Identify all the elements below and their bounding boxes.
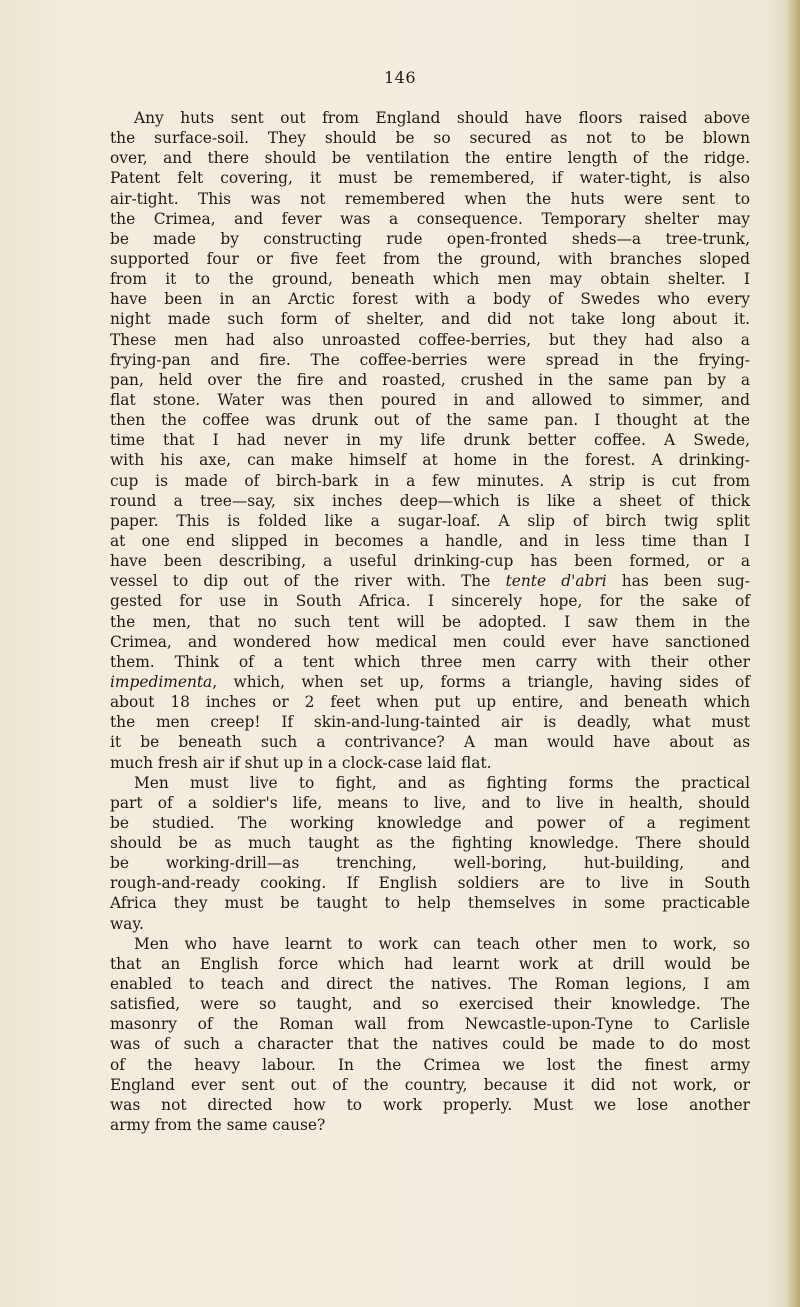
text-line: be working-drill—as trenching, well-boring, hut-building, and <box>110 854 750 873</box>
italic-phrase: impedimenta <box>110 672 213 691</box>
text-line: air-tight. This was not remembered when the huts were sent to <box>110 189 750 208</box>
text-line: it be beneath such a contrivance? A man would have about as <box>110 733 750 752</box>
text-line: England ever sent out of the country, because it did not work, or <box>110 1075 750 1094</box>
text-line: gested for use in South Africa. I sincerely hope, for the sake of <box>110 592 750 611</box>
text-line: army from the same cause? <box>110 1116 326 1135</box>
text-line: should be as much taught as the fighting knowledge. There should <box>110 834 750 853</box>
text-line: the men creep! If skin-and-lung-tainted air is deadly, what must <box>110 713 750 732</box>
text-line: the Crimea, and fever was a consequence. Temporary shelter may <box>110 209 750 228</box>
text-line: about 18 inches or 2 feet when put up entire, and beneath which <box>110 693 750 712</box>
text-line: Africa they must be taught to help themselves in some practicable <box>110 894 750 913</box>
text-line: Men must live to fight, and as fighting forms the practical <box>134 773 750 792</box>
text-line: Men who have learnt to work can teach other men to work, so <box>134 934 750 953</box>
text-line: them. Think of a tent which three men carry with their other <box>110 652 750 671</box>
text-line: rough-and-ready cooking. If English soldiers are to live in South <box>110 874 750 893</box>
page-edge-shading <box>786 0 800 1307</box>
text-line: frying-pan and fire. The coffee-berries were spread in the frying- <box>110 350 750 369</box>
text-line: round a tree—say, six inches deep—which is like a sheet of thick <box>110 491 750 510</box>
text-line: was not directed how to work properly. Must we lose another <box>110 1095 750 1114</box>
text-line: flat stone. Water was then poured in and allowed to simmer, and <box>110 390 750 409</box>
page-number: 146 <box>383 68 417 87</box>
text-line: enabled to teach and direct the natives. The Roman legions, I am <box>110 975 750 994</box>
text-line: was of such a character that the natives could be made to do most <box>110 1035 750 1054</box>
text-line: be studied. The working knowledge and power of a regiment <box>110 813 750 832</box>
text-line: part of a soldier's life, means to live, and to live in health, should <box>110 793 750 812</box>
text-line: over, and there should be ventilation the entire length of the ridge. <box>110 149 750 168</box>
text-line: Patent felt covering, it must be remembered, if water-tight, is also <box>110 169 750 188</box>
text-line: Any huts sent out from England should have floors raised above <box>134 109 750 127</box>
text-line: at one end slipped in becomes a handle, and in less time than I <box>110 531 750 550</box>
text-line: Crimea, and wondered how medical men could ever have sanctioned <box>110 632 750 651</box>
text-line: impedimenta, which, when set up, forms a triangle, having sides of <box>110 672 750 691</box>
text-line: the men, that no such tent will be adopted. I saw them in the <box>110 612 750 631</box>
text-line: vessel to dip out of the river with. The tente d'abri has been sug- <box>110 572 750 591</box>
text-line: from it to the ground, beneath which men may obtain shelter. I <box>110 270 750 289</box>
text-line: then the coffee was drunk out of the same pan. I thought at the <box>110 411 750 430</box>
text-line: satisfied, were so taught, and so exercised their knowledge. The <box>110 995 750 1014</box>
italic-phrase: tente d'abri <box>505 572 607 591</box>
text-line: much fresh air if shut up in a clock-case laid flat. <box>110 753 492 772</box>
text-line: masonry of the Roman wall from Newcastle-upon-Tyne to Carlisle <box>110 1015 750 1034</box>
text-line: have been describing, a useful drinking-cup has been formed, or a <box>110 552 750 571</box>
text-line: These men had also unroasted coffee-berries, but they had also a <box>110 330 750 349</box>
text-line: with his axe, can make himself at home in the forest. A drinking- <box>110 451 750 470</box>
text-line: be made by constructing rude open-fronted sheds—a tree-trunk, <box>110 229 750 248</box>
text-line: the surface-soil. They should be so secured as not to be blown <box>110 129 750 148</box>
text-line: supported four or five feet from the ground, with branches sloped <box>110 249 750 268</box>
text-line: paper. This is folded like a sugar-loaf. A slip of birch twig split <box>110 511 750 530</box>
text-line: time that I had never in my life drunk better coffee. A Swede, <box>110 431 750 450</box>
text-line: have been in an Arctic forest with a body of Swedes who every <box>110 290 750 309</box>
text-line: cup is made of birch-bark in a few minutes. A strip is cut from <box>110 471 750 490</box>
text-line: that an English force which had learnt work at drill would be <box>110 954 750 973</box>
text-line: pan, held over the fire and roasted, crushed in the same pan by a <box>110 370 750 389</box>
text-line: night made such form of shelter, and did not take long about it. <box>110 310 750 329</box>
body-text <box>110 108 750 1135</box>
text-line: of the heavy labour. In the Crimea we lost the finest army <box>110 1055 750 1074</box>
text-line: way. <box>110 914 144 933</box>
